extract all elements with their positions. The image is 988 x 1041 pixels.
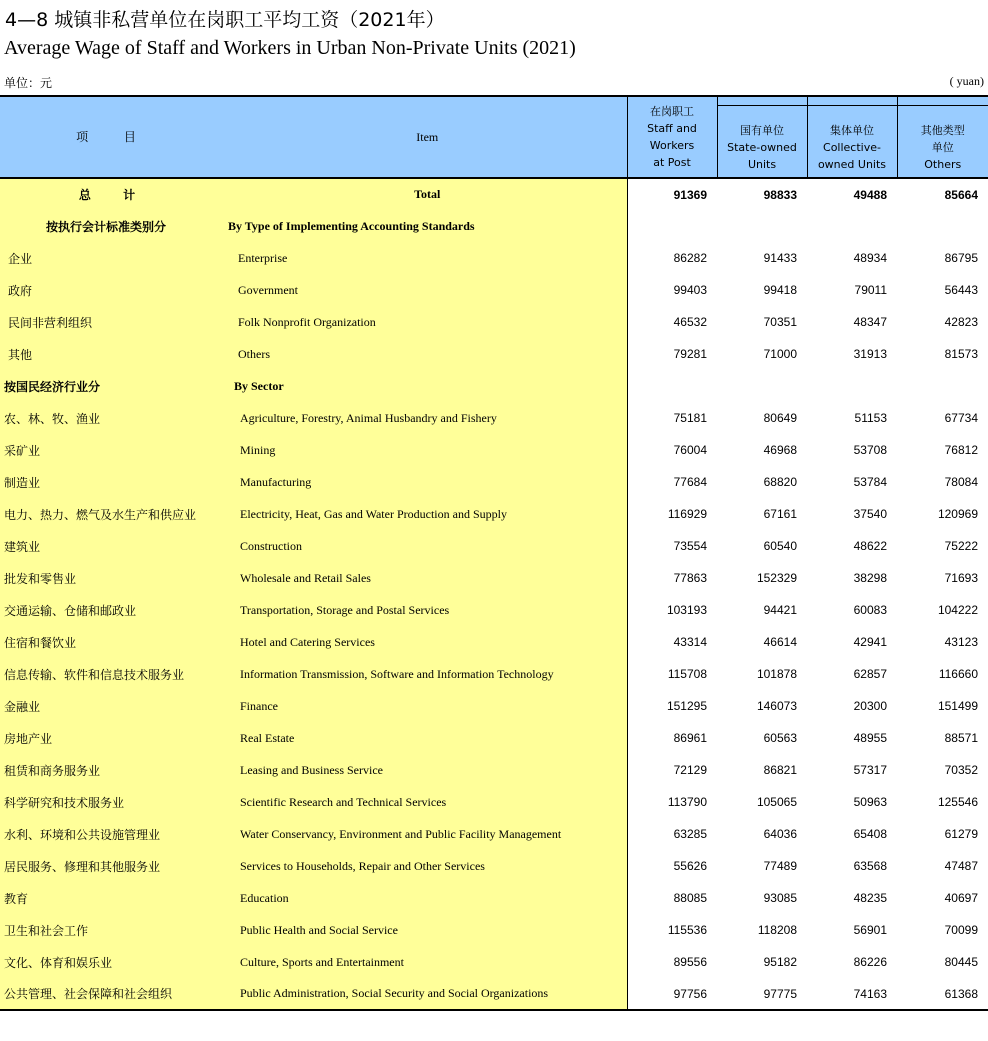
table-row — [0, 882, 988, 914]
row-label-en: Finance — [228, 690, 627, 722]
cell-staff-at-post: 73554 — [627, 530, 717, 562]
header-state-owned — [717, 96, 807, 178]
row-label-en: Public Administration, Social Security and Social Organizations — [228, 978, 627, 1010]
page-title-cn: 4—8 城镇非私营单位在岗职工平均工资（2021年） — [5, 9, 445, 31]
header-item-cn: 项 目 — [0, 96, 228, 178]
header-post-line: Workers — [649, 139, 695, 152]
cell-state-owned: 95182 — [763, 955, 797, 969]
row-label-en: Public Health and Social Service — [228, 914, 627, 946]
cell-state-owned: 80649 — [763, 411, 797, 425]
row-label-en: Real Estate — [228, 722, 627, 754]
cell-others: 56443 — [944, 283, 978, 297]
row-label-en: Enterprise — [228, 242, 627, 274]
cell-staff-at-post: 151295 — [627, 690, 717, 722]
cell-others: 78084 — [944, 475, 978, 489]
table-row — [0, 434, 988, 466]
cell-others: 71693 — [944, 571, 978, 585]
cell-staff-at-post: 115536 — [627, 914, 717, 946]
cell-others: 61368 — [897, 978, 988, 1010]
cell-staff-at-post: 43314 — [627, 626, 717, 658]
cell-staff-at-post: 55626 — [627, 850, 717, 882]
header-state-line: 国有单位 — [740, 124, 784, 137]
row-label-cn: 科学研究和技术服务业 — [0, 786, 228, 818]
row-label-cn: 水利、环境和公共设施管理业 — [0, 818, 228, 850]
cell-collective-owned: 63568 — [853, 859, 887, 873]
cell-collective-owned: 53784 — [853, 475, 887, 489]
cell-staff-at-post-empty — [627, 370, 717, 402]
row-label-en: Wholesale and Retail Sales — [228, 562, 627, 594]
cell-collective-owned: 65408 — [853, 827, 887, 841]
cell-others: 47487 — [944, 859, 978, 873]
table-row — [0, 466, 988, 498]
row-label-en: Total — [228, 178, 627, 210]
header-post-line: at Post — [653, 156, 691, 169]
table-header — [0, 96, 988, 178]
table-row — [0, 754, 988, 786]
cell-collective-owned: 74163 — [807, 978, 897, 1010]
cell-collective-owned: 48955 — [853, 731, 887, 745]
cell-others: 42823 — [944, 315, 978, 329]
cell-staff-at-post: 86282 — [627, 242, 717, 274]
row-label-cn: 采矿业 — [0, 434, 228, 466]
table-row — [0, 402, 988, 434]
row-label-en: Manufacturing — [228, 466, 627, 498]
category-label-en: By Sector — [228, 370, 627, 402]
cell-state-owned: 98833 — [763, 187, 797, 202]
row-label-cn: 农、林、牧、渔业 — [0, 402, 228, 434]
cell-state-owned: 46968 — [763, 443, 797, 457]
row-label-cn: 公共管理、社会保障和社会组织 — [0, 978, 228, 1010]
row-label-cn: 金融业 — [0, 690, 228, 722]
cell-staff-at-post: 77684 — [627, 466, 717, 498]
header-item-en: Item — [228, 96, 627, 178]
cell-others: 85664 — [944, 187, 978, 202]
cell-collective-owned: 53708 — [853, 443, 887, 457]
table-row — [0, 626, 988, 658]
row-label-cn: 批发和零售业 — [0, 562, 228, 594]
cell-state-owned: 94421 — [763, 603, 797, 617]
table-row — [0, 658, 988, 690]
cell-staff-at-post-empty — [627, 210, 717, 242]
table-row — [0, 274, 988, 306]
cell-collective-owned: 79011 — [854, 283, 887, 297]
cell-staff-at-post: 97756 — [627, 978, 717, 1010]
table-row — [0, 914, 988, 946]
row-label-cn: 政府 — [0, 274, 228, 306]
cell-others: 40697 — [944, 891, 978, 905]
row-label-en: Folk Nonprofit Organization — [228, 306, 627, 338]
cell-state-owned: 146073 — [756, 699, 797, 713]
row-label-cn: 民间非营利组织 — [0, 306, 228, 338]
cell-staff-at-post: 88085 — [627, 882, 717, 914]
cell-others: 61279 — [944, 827, 978, 841]
header-sub-rule — [717, 105, 807, 112]
cell-state-owned: 64036 — [763, 827, 797, 841]
cell-collective-owned: 38298 — [853, 571, 887, 585]
cell-state-owned: 86821 — [763, 763, 797, 777]
row-label-en: Leasing and Business Service — [228, 754, 627, 786]
row-label-en: Government — [228, 274, 627, 306]
cell-collective-owned: 51153 — [854, 411, 887, 425]
cell-collective-owned: 48347 — [853, 315, 887, 329]
table-row-total — [0, 178, 988, 210]
category-label-en: By Type of Implementing Accounting Standards — [228, 210, 627, 242]
cell-state-owned: 105065 — [756, 795, 797, 809]
row-label-cn: 电力、热力、燃气及水生产和供应业 — [0, 498, 228, 530]
table-row — [0, 946, 988, 978]
row-label-en: Services to Households, Repair and Other Services — [228, 850, 627, 882]
cell-state-owned: 68820 — [763, 475, 797, 489]
header-sub-rule — [898, 105, 988, 112]
header-collective-line: 集体单位 — [830, 124, 874, 137]
header-others-line: 其他类型 — [920, 124, 965, 137]
cell-staff-at-post: 76004 — [627, 434, 717, 466]
row-label-cn: 卫生和社会工作 — [0, 914, 228, 946]
cell-staff-at-post: 63285 — [627, 818, 717, 850]
cell-collective-owned-empty — [807, 370, 897, 402]
cell-others: 80445 — [944, 955, 978, 969]
row-label-cn: 总 计 — [0, 178, 228, 210]
row-label-en: Electricity, Heat, Gas and Water Production and Supply — [228, 498, 627, 530]
header-sub-rule — [808, 105, 897, 112]
row-label-en: Construction — [228, 530, 627, 562]
row-label-cn: 信息传输、软件和信息技术服务业 — [0, 658, 228, 690]
row-label-cn: 其他 — [0, 338, 228, 370]
table-row — [0, 722, 988, 754]
header-others-line: 单位 — [931, 141, 954, 154]
cell-collective-owned: 42941 — [853, 635, 887, 649]
table-row — [0, 786, 988, 818]
table-row — [0, 498, 988, 530]
cell-others: 70099 — [944, 923, 978, 937]
row-label-cn: 教育 — [0, 882, 228, 914]
cell-collective-owned: 37540 — [853, 507, 887, 521]
cell-state-owned: 60563 — [763, 731, 797, 745]
row-label-en: Others — [228, 338, 627, 370]
cell-collective-owned: 56901 — [853, 923, 887, 937]
cell-state-owned: 152329 — [756, 571, 797, 585]
cell-others: 86795 — [944, 251, 978, 265]
cell-staff-at-post: 79281 — [627, 338, 717, 370]
unit-label-cn: 单位：元 — [4, 76, 53, 90]
cell-collective-owned: 57317 — [853, 763, 887, 777]
cell-collective-owned: 49488 — [853, 187, 887, 202]
cell-others-empty — [897, 210, 988, 242]
header-post-line: 在岗职工 — [650, 105, 694, 118]
cell-staff-at-post: 86961 — [627, 722, 717, 754]
cell-collective-owned: 31913 — [853, 347, 887, 361]
row-label-en: Mining — [228, 434, 627, 466]
cell-collective-owned-empty — [807, 210, 897, 242]
header-collective-owned — [807, 96, 897, 178]
cell-staff-at-post: 116929 — [627, 498, 717, 530]
wage-table — [0, 95, 988, 1011]
cell-others: 104222 — [937, 603, 978, 617]
row-label-en: Hotel and Catering Services — [228, 626, 627, 658]
cell-state-owned-empty — [717, 210, 807, 242]
cell-state-owned: 71000 — [763, 347, 797, 361]
header-others — [897, 96, 988, 178]
cell-others: 151499 — [937, 699, 978, 713]
row-label-en: Information Transmission, Software and Information Technology — [228, 658, 627, 690]
cell-state-owned: 99418 — [763, 283, 797, 297]
row-label-cn: 房地产业 — [0, 722, 228, 754]
cell-state-owned: 97775 — [717, 978, 807, 1010]
row-label-cn: 交通运输、仓储和邮政业 — [0, 594, 228, 626]
cell-collective-owned: 48622 — [853, 539, 887, 553]
cell-collective-owned: 60083 — [853, 603, 887, 617]
header-post-line: Staff and — [647, 122, 697, 135]
cell-others: 75222 — [944, 539, 978, 553]
cell-staff-at-post: 115708 — [627, 658, 717, 690]
cell-staff-at-post: 91369 — [627, 178, 717, 210]
row-label-en: Culture, Sports and Entertainment — [228, 946, 627, 978]
cell-others: 125546 — [937, 795, 978, 809]
header-others-line: Others — [924, 158, 962, 171]
row-label-cn: 住宿和餐饮业 — [0, 626, 228, 658]
table-row — [0, 306, 988, 338]
cell-staff-at-post: 75181 — [627, 402, 717, 434]
cell-collective-owned: 48235 — [853, 891, 887, 905]
table-row — [0, 690, 988, 722]
cell-others-empty — [897, 370, 988, 402]
cell-state-owned-empty — [717, 370, 807, 402]
table-row — [0, 242, 988, 274]
table-body — [0, 178, 988, 1010]
cell-others: 43123 — [944, 635, 978, 649]
row-label-cn: 居民服务、修理和其他服务业 — [0, 850, 228, 882]
cell-state-owned: 91433 — [763, 251, 797, 265]
cell-others: 67734 — [944, 411, 978, 425]
row-label-en: Scientific Research and Technical Services — [228, 786, 627, 818]
cell-others: 70352 — [944, 763, 978, 777]
cell-staff-at-post: 113790 — [627, 786, 717, 818]
header-state-line: State-owned — [727, 141, 797, 154]
category-label-cn: 按国民经济行业分 — [0, 370, 228, 402]
page-title-en: Average Wage of Staff and Workers in Urban Non-Private Units (2021) — [4, 37, 576, 59]
table-row — [0, 818, 988, 850]
cell-staff-at-post: 77863 — [627, 562, 717, 594]
cell-state-owned: 118208 — [757, 923, 797, 937]
row-label-en: Transportation, Storage and Postal Services — [228, 594, 627, 626]
cell-staff-at-post: 72129 — [627, 754, 717, 786]
cell-staff-at-post: 99403 — [627, 274, 717, 306]
cell-others: 116660 — [938, 667, 978, 681]
cell-collective-owned: 50963 — [853, 795, 887, 809]
category-label-cn: 按执行会计标准类别分 — [0, 210, 228, 242]
cell-state-owned: 77489 — [763, 859, 797, 873]
row-label-cn: 建筑业 — [0, 530, 228, 562]
row-label-cn: 租赁和商务服务业 — [0, 754, 228, 786]
row-label-cn: 企业 — [0, 242, 228, 274]
cell-collective-owned: 48934 — [853, 251, 887, 265]
cell-staff-at-post: 46532 — [627, 306, 717, 338]
cell-state-owned: 70351 — [763, 315, 797, 329]
cell-others: 88571 — [944, 731, 978, 745]
header-state-line: Units — [747, 158, 777, 171]
cell-state-owned: 67161 — [763, 507, 797, 521]
row-label-cn: 制造业 — [0, 466, 228, 498]
cell-state-owned: 46614 — [763, 635, 797, 649]
table-row — [0, 530, 988, 562]
table-row — [0, 978, 988, 1010]
table-row — [0, 562, 988, 594]
cell-collective-owned: 20300 — [853, 699, 887, 713]
table-row-category — [0, 210, 988, 242]
header-staff-at-post — [627, 96, 717, 178]
table-row-category — [0, 370, 988, 402]
unit-label-en: ( yuan) — [949, 74, 984, 88]
cell-others: 81573 — [944, 347, 978, 361]
cell-state-owned: 93085 — [763, 891, 797, 905]
cell-staff-at-post: 103193 — [627, 594, 717, 626]
row-label-en: Education — [228, 882, 627, 914]
cell-collective-owned: 86226 — [853, 955, 887, 969]
table-row — [0, 850, 988, 882]
row-label-en: Agriculture, Forestry, Animal Husbandry and Fishery — [228, 402, 627, 434]
table-row — [0, 594, 988, 626]
header-collective-line: owned Units — [817, 158, 887, 171]
cell-others: 76812 — [944, 443, 978, 457]
table-row — [0, 338, 988, 370]
cell-collective-owned: 62857 — [853, 667, 887, 681]
row-label-en: Water Conservancy, Environment and Public Facility Management — [228, 818, 627, 850]
cell-staff-at-post: 89556 — [627, 946, 717, 978]
header-collective-line: Collective- — [823, 141, 881, 154]
cell-others: 120969 — [937, 507, 978, 521]
row-label-cn: 文化、体育和娱乐业 — [0, 946, 228, 978]
cell-state-owned: 60540 — [763, 539, 797, 553]
cell-state-owned: 101878 — [756, 667, 797, 681]
